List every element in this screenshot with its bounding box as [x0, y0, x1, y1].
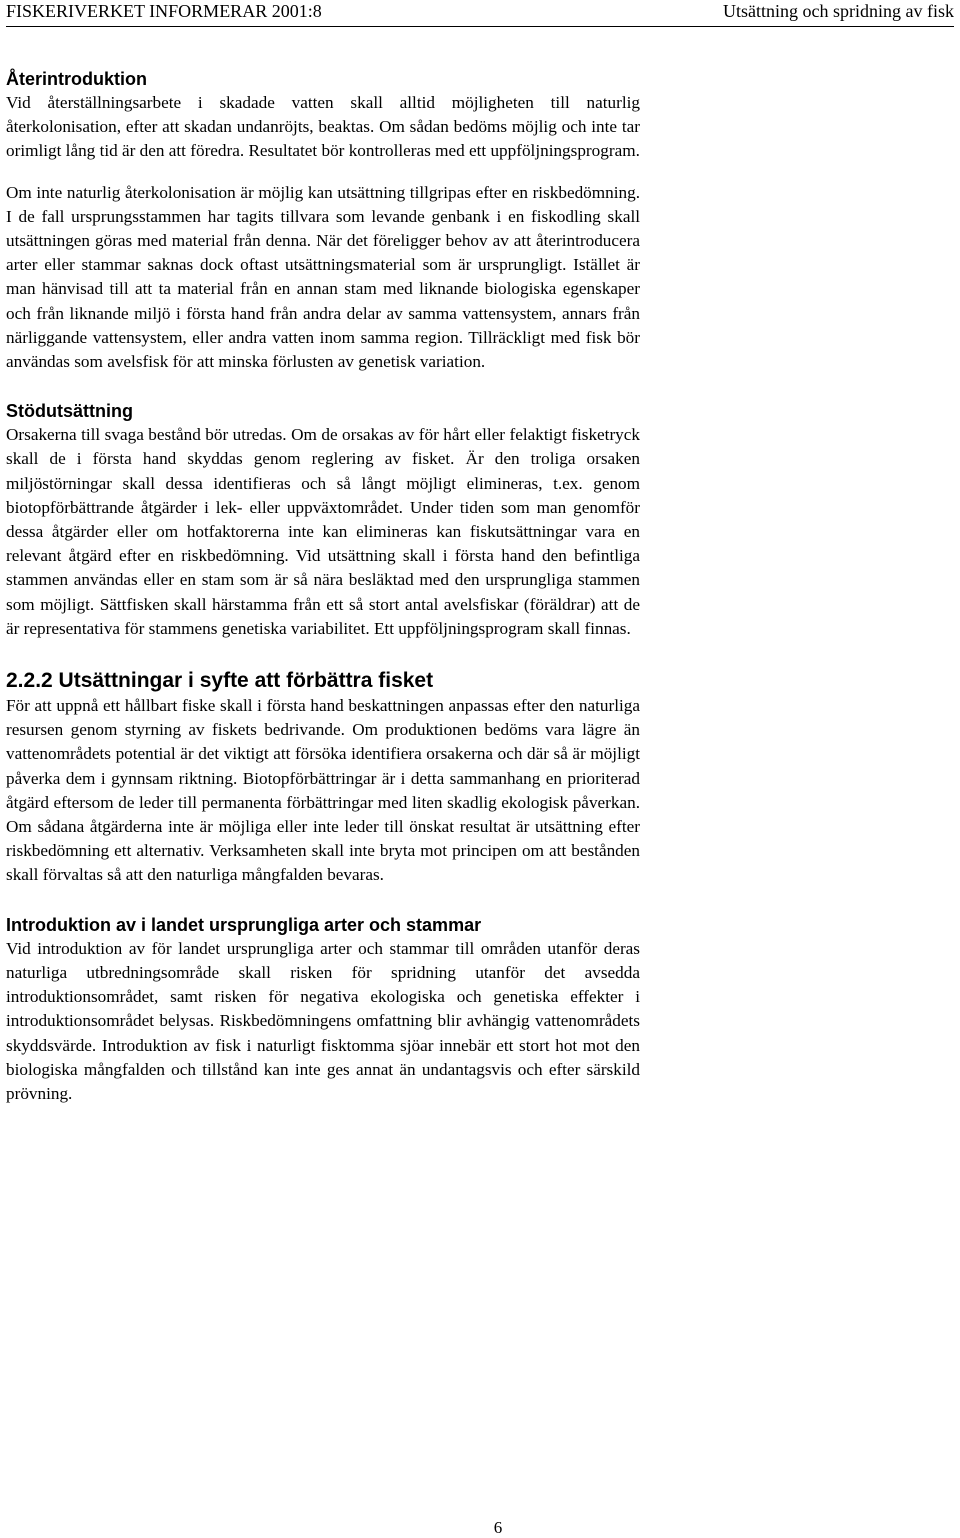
body-paragraph: Vid återställningsarbete i skadade vatten skall alltid möjligheten till naturlig återkolonisation, efter att skadan undanröjts, beaktas. Om sådan bedöms möjlig och inte tar orimligt lång tid är den att föredra. Resultatet bör kontrolleras med ett uppföljningsprogram.	[6, 93, 640, 161]
page-number: 6	[493, 1518, 503, 1537]
page-body	[6, 67, 640, 1106]
section-heading: Stödutsättning	[6, 401, 133, 422]
section-introduktion	[6, 913, 640, 1106]
header-chapter-title: Utsättning och spridning av fisk	[723, 1, 954, 21]
section-aterintroduktion	[6, 67, 640, 374]
body-paragraph: Vid introduktion av för landet ursprungliga arter och stammar till områden utanför deras naturliga utbredningsområde skall risken för spridning utanför det avsedda introduktionsområdet, samt risken för negativa ekologiska och genetiska effekter i introduktionsområdet belysas. Riskbedömningens omfattning blir avhängig vattenområdets skyddsvärde. Introduktion av fisk i naturligt fisktomma sjöar innebär ett stort hot mot den biologiska mångfalden och tillstånd kan inte ges annat än undantagsvis och efter särskild prövning.	[6, 938, 640, 1103]
section-stodutsattning	[6, 399, 640, 641]
body-paragraph: Orsakerna till svaga bestånd bör utredas. Om de orsakas av för hårt eller felaktigt fisketryck skall de i första hand skyddas genom reglering av fisket. Är den troliga orsaken miljöstörningar skall dessa identifieras och så långt möjligt elimineras, t.ex. genom biotopförbättrande åtgärder i lek- eller uppväxtområdet. Under tiden som man genomför dessa åtgärder eller om hotfaktorerna inte kan elimineras kan fiskutsättningar vara en relevant åtgärd efter en riskbedömning. Vid utsättning skall i första hand den befintliga stammen användas eller en stam som är så nära besläktad med den ursprungliga stammen som möjligt. Sättfisken skall härstamma från ett så stort antal avelsfiskar (föräldrar) att de är representativa för stammens genetiska variabilitet. Ett uppföljningsprogram skall finnas.	[6, 425, 640, 638]
header-publication: FISKERIVERKET INFORMERAR 2001:8	[6, 1, 322, 21]
running-header	[6, 0, 954, 27]
subsection-heading: 2.2.2 Utsättningar i syfte att förbättra fisket	[6, 669, 434, 693]
body-paragraph: För att uppnå ett hållbart fiske skall i första hand beskattningen anpassas efter den naturliga resursen genom styrning av fiskets bedrivande. Om produktionen bedöms vara lägre än vattenområdets potential är det viktigt att försöka identifiera orsakerna och där så är möjligt påverka dem i gynnsam riktning. Biotopförbättringar är i detta sammanhang en prioriterad åtgärd eftersom de leder till permanenta förbättringar med liten skadlig ekologisk påverkan. Om sådana åtgärderna inte är möjliga eller inte leder till önskat resultat är utsättning efter riskbedömning ett alternativ. Verksamheten skall inte bryta mot principen om att bestånden skall förvaltas så att den naturliga mångfalden bevaras.	[6, 696, 640, 885]
section-heading: Introduktion av i landet ursprungliga arter och stammar	[6, 914, 482, 935]
body-paragraph: Om inte naturlig återkolonisation är möjlig kan utsättning tillgripas efter en riskbedömning. I de fall ursprungsstammen har tagits tillvara som levande genbank i en fiskodling skall utsättningen göras med material från denna. När det föreligger behov av att återintroducera arter eller stammar saknas dock oftast utsättningsmaterial som är ursprungligt. Istället är man hänvisad till att ta material från en annan stam med liknande biologiska egenskaper och från liknande miljö i första hand från andra delar av samma vattensystem, annars från närliggande vattensystem, eller andra vatten inom samma region. Tillräckligt med fisk bör användas som avelsfisk för att minska förlusten av genetisk variation.	[6, 182, 640, 372]
section-heading: Återintroduktion	[6, 69, 147, 89]
section-2-2-2	[6, 668, 640, 888]
